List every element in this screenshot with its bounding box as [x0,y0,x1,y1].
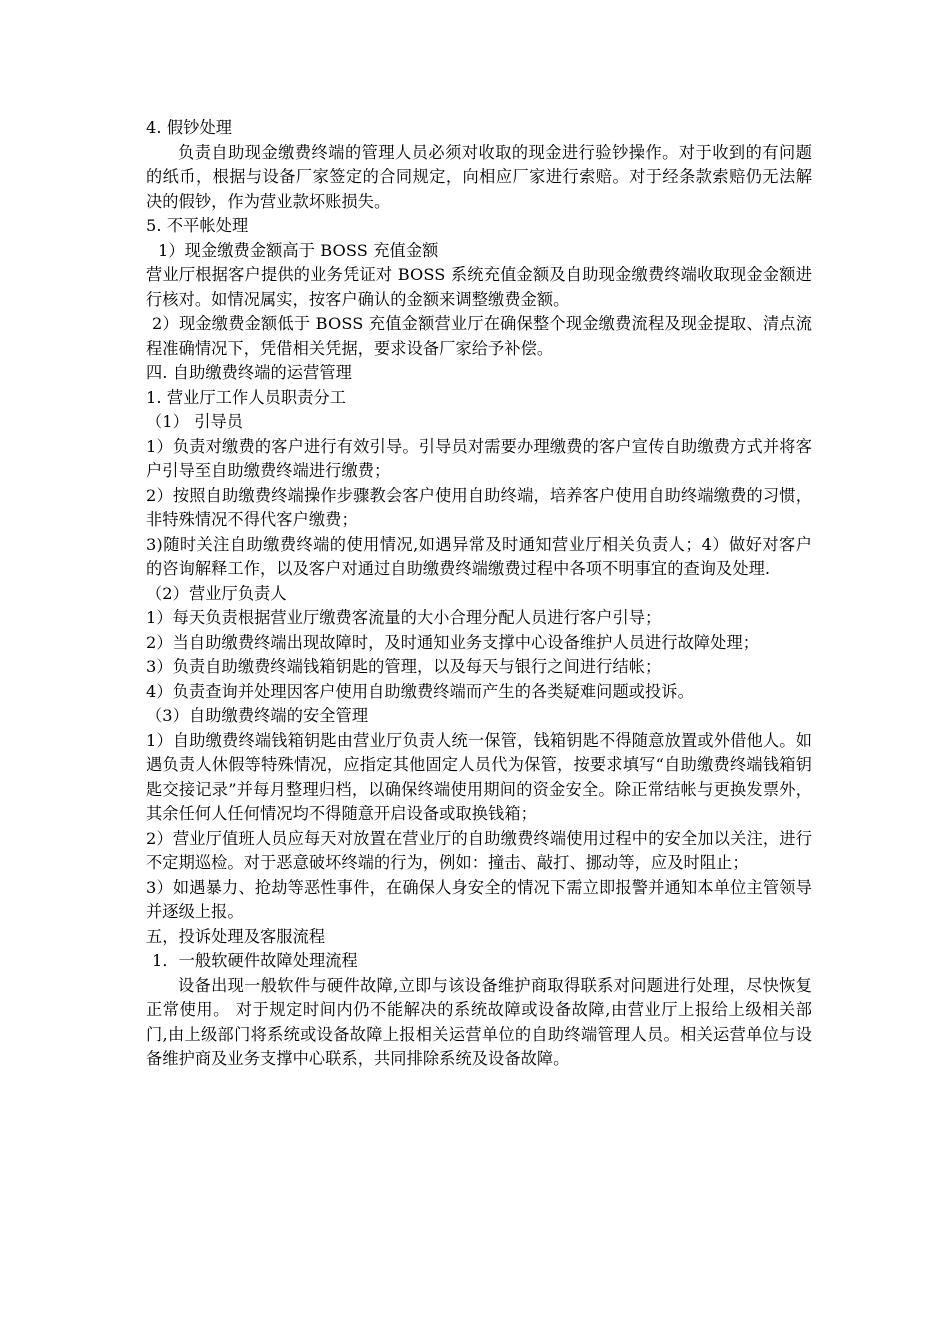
list-item-security-1: 1）自助缴费终端钱箱钥匙由营业厅负责人统一保管，钱箱钥匙不得随意放置或外借他人。如遇负责人休假等特殊情况，应指定其他固定人员代为保管，按要求填写“自助缴费终端钱箱钥匙交接记录”并每月整理归档，以确保终端使用期间的资金安全。除正常结帐与更换发票外，其余任何人任何情况均不得随意开启设备或取换钱箱； [146,730,812,823]
list-item-security-2: 2）营业厅值班人员应每天对放置在营业厅的自助缴费终端使用过程中的安全加以关注，进行不定期巡检。对于恶意破坏终端的行为，例如：撞击、敲打、挪动等，应及时阻止； [146,828,812,872]
list-item-guide-3: 3)随时关注自助缴费终端的使用情况,如遇异常及时通知营业厅相关负责人；4）做好对客户的咨询解释工作，以及客户对通过自助缴费终端缴费过程中各项不明事宜的查询及处理. [146,534,812,578]
section-heading-complaints: 五，投诉处理及客服流程 [146,926,326,946]
list-item-manager-2: 2）当自助缴费终端出现故障时，及时通知业务支撑中心设备维护人员进行故障处理； [146,632,760,652]
list-item-manager-3: 3）负责自助缴费终端钱箱钥匙的管理，以及每天与银行之间进行结帐； [146,657,662,676]
document-page [146,116,812,1072]
section-heading-counterfeit: 4. 假钞处理 [146,118,233,137]
list-item-guide-2: 2）按照自助缴费终端操作步骤教会客户使用自助终端，培养客户使用自助终端缴费的习惯，非特殊情况不得代客户缴费； [146,485,812,529]
list-item-security-3: 3）如遇暴力、抢劫等恶性事件，在确保人身安全的情况下需立即报警并通知本单位主管领导并逐级上报。 [146,877,812,921]
list-item-guide-1: 1）负责对缴费的客户进行有效引导。引导员对需要办理缴费的客户宣传自助缴费方式并将客户引导至自助缴费终端进行缴费； [146,436,812,480]
subheading-security: （3）自助缴费终端的安全管理 [146,706,369,725]
list-item-manager-1: 1）每天负责根据营业厅缴费客流量的大小合理分配人员进行客户引导； [146,608,662,627]
subheading-staff-duties: 1. 营业厅工作人员职责分工 [146,387,347,407]
paragraph-fault-process-body: 设备出现一般软件与硬件故障,立即与该设备维护商取得联系对问题进行处理，尽快恢复正常使用。 对于规定时间内仍不能解决的系统故障或设备故障,由营业厅上报给上级相关部门,由上级部门将系统或设备故障上报相关运营单位的自助终端管理人员。相关运营单位与设备维护商及业务支撑中心联系，共同排除系统及设备故障。 [146,975,812,1068]
subheading-hall-manager: （2）营业厅负责人 [146,583,287,603]
section-heading-unbalanced: 5. 不平帐处理 [146,216,249,235]
subheading-guide: （1） 引导员 [146,412,244,431]
paragraph-cash-lower: 2）现金缴费金额低于 BOSS 充值金额营业厅在确保整个现金缴费流程及现金提取、清点流程准确情况下，凭借相关凭据，要求设备厂家给予补偿。 [146,314,812,358]
paragraph-counterfeit-body: 负责自助现金缴费终端的管理人员必须对收取的现金进行验钞操作。对于收到的有问题的纸币，根据与设备厂家签定的合同规定，向相应厂家进行索赔。对于经条款索赔仍无法解决的假钞，作为营业款坏账损失。 [146,142,812,211]
subheading-fault-process: 1．一般软硬件故障处理流程 [152,951,358,970]
section-heading-operations: 四. 自助缴费终端的运营管理 [146,363,352,382]
paragraph-cash-higher-body: 营业厅根据客户提供的业务凭证对 BOSS 系统充值金额及自助现金缴费终端收取现金金额进行核对。如情况属实，按客户确认的金额来调整缴费金额。 [146,265,812,309]
subheading-cash-higher: 1）现金缴费金额高于 BOSS 充值金额 [158,240,439,260]
list-item-manager-4: 4）负责查询并处理因客户使用自助缴费终端而产生的各类疑难问题或投诉。 [146,681,694,701]
